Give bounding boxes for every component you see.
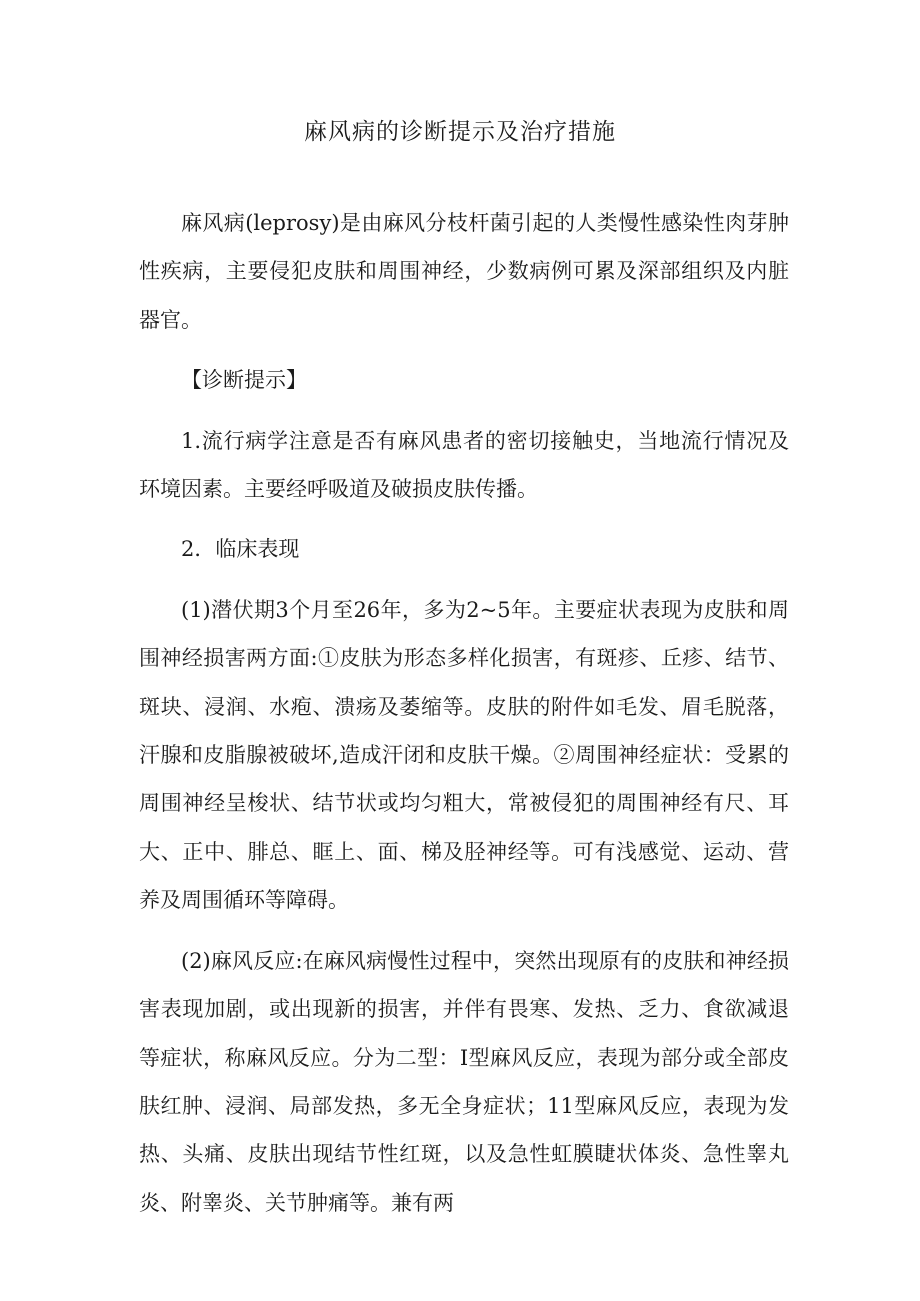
paragraph-incubation: (1)潜伏期3个月至26年，多为2~5年。主要症状表现为皮肤和周围神经损害两方面:①皮肤为形态多样化损害，有斑疹、丘疹、结节、斑块、浸润、水疱、溃疡及萎缩等。皮肤的附件如毛发、眉毛脱落，汗腺和皮脂腺被破坏,造成汗闭和皮肤干燥。②周围神经症状：受累的周围神经呈梭状、结节状或均匀粗大，常被侵犯的周围神经有尺、耳大、正中、腓总、眶上、面、梯及胫神经等。可有浅感觉、运动、营养及周围循环等障碍。 <box>139 597 789 913</box>
paragraph-leprosy-reaction: (2)麻风反应:在麻风病慢性过程中，突然出现原有的皮肤和神经损害表现加剧，或出现新的损害，并伴有畏寒、发热、乏力、食欲减退等症状，称麻风反应。分为二型：I型麻风反应，表现为部分或全部皮肤红肿、浸润、局部发热，多无全身症状；11型麻风反应，表现为发热、头痛、皮肤出现结节性红斑，以及急性虹膜睫状体炎、急性睾丸炎、附睾炎、关节肿痛等。兼有两 <box>139 948 789 1215</box>
section-heading-diagnosis: 【诊断提示】 <box>181 368 307 393</box>
paragraph-epidemiology: 1.流行病学注意是否有麻风患者的密切接触史，当地流行情况及环境因素。主要经呼吸道及破损皮肤传播。 <box>139 428 789 502</box>
document-body <box>139 199 789 1227</box>
document-title: 麻风病的诊断提示及治疗措施 <box>304 119 616 145</box>
subheading-clinical: 2．临床表现 <box>181 537 300 562</box>
paragraph-intro: 麻风病(leprosy)是由麻风分枝杆菌引起的人类慢性感染性肉芽肿性疾病，主要侵犯皮肤和周围神经，少数病例可累及深部组织及内脏器官。 <box>139 211 789 332</box>
